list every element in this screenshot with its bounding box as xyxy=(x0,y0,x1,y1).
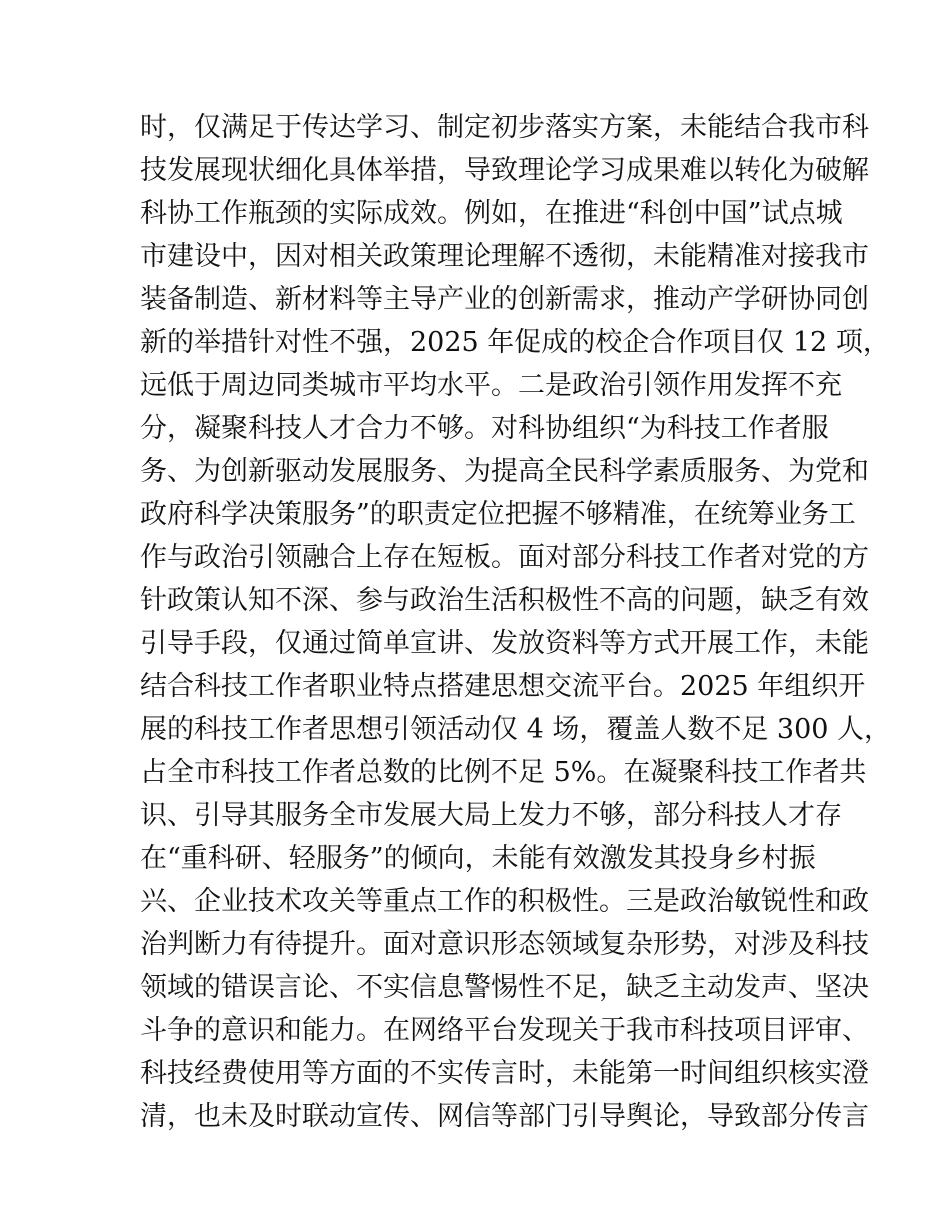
text-line: 展的科技工作者思想引领活动仅 4 场，覆盖人数不足 300 人， xyxy=(140,714,892,745)
text-line: 斗争的意识和能力。在网络平台发现关于我市科技项目评审、 xyxy=(140,1015,869,1046)
text-line: 市建设中，因对相关政策理论理解不透彻，未能精准对接我市 xyxy=(140,241,869,272)
text-line: 兴、企业技术攻关等重点工作的积极性。三是政治敏锐性和政 xyxy=(140,886,869,917)
text-line: 清，也未及时联动宣传、网信等部门引导舆论，导致部分传言 xyxy=(140,1101,869,1132)
text-line: 领域的错误言论、不实信息警惕性不足，缺乏主动发声、坚决 xyxy=(140,972,869,1003)
document-body xyxy=(140,106,892,1138)
text-line: 技发展现状细化具体举措，导致理论学习成果难以转化为破解 xyxy=(140,155,869,186)
text-line: 远低于周边同类城市平均水平。二是政治引领作用发挥不充 xyxy=(140,370,842,401)
text-line: 科技经费使用等方面的不实传言时，未能第一时间组织核实澄 xyxy=(140,1058,869,1089)
text-line: 在“重科研、轻服务”的倾向，未能有效激发其投身乡村振 xyxy=(140,843,816,874)
text-line: 识、引导其服务全市发展大局上发力不够，部分科技人才存 xyxy=(140,800,842,831)
text-line: 时，仅满足于传达学习、制定初步落实方案，未能结合我市科 xyxy=(140,112,869,143)
text-line: 务、为创新驱动发展服务、为提高全民科学素质服务、为党和 xyxy=(140,456,869,487)
text-line: 占全市科技工作者总数的比例不足 5%。在凝聚科技工作者共 xyxy=(140,757,867,788)
text-line: 针政策认知不深、参与政治生活积极性不高的问题，缺乏有效 xyxy=(140,585,869,616)
text-line: 作与政治引领融合上存在短板。面对部分科技工作者对党的方 xyxy=(140,542,869,573)
text-line: 分，凝聚科技人才合力不够。对科协组织“为科技工作者服 xyxy=(140,413,829,444)
text-line: 科协工作瓶颈的实际成效。例如，在推进“科创中国”试点城 xyxy=(140,198,843,229)
text-line: 装备制造、新材料等主导产业的创新需求，推动产学研协同创 xyxy=(140,284,869,315)
text-line: 结合科技工作者职业特点搭建思想交流平台。2025 年组织开 xyxy=(140,671,866,702)
text-line: 新的举措针对性不强，2025 年促成的校企合作项目仅 12 项， xyxy=(140,327,890,358)
text-line: 政府科学决策服务”的职责定位把握不够精准，在统筹业务工 xyxy=(140,499,856,530)
text-line: 引导手段，仅通过简单宣讲、发放资料等方式开展工作，未能 xyxy=(140,628,869,659)
text-line: 治判断力有待提升。面对意识形态领域复杂形势，对涉及科技 xyxy=(140,929,869,960)
